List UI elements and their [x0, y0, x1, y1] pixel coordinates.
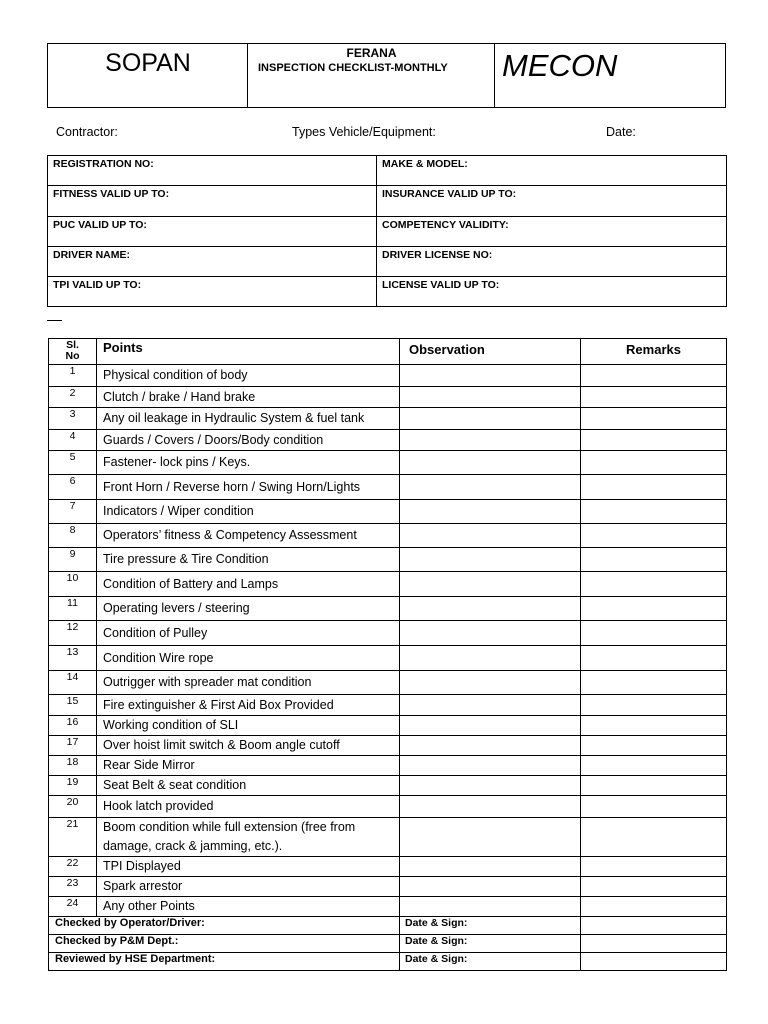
remarks-cell[interactable] — [581, 621, 727, 646]
observation-cell[interactable] — [400, 475, 581, 500]
observation-cell[interactable] — [400, 430, 581, 451]
inspection-point: Operators’ fitness & Competency Assessment — [97, 524, 400, 548]
vehicle-type-label: Types Vehicle/Equipment: — [292, 125, 436, 139]
item-number: 23 — [49, 877, 97, 897]
inspection-point: Guards / Covers / Doors/Body condition — [97, 430, 400, 451]
hse-review-label: Reviewed by HSE Department: — [49, 953, 400, 971]
operator-remarks-cell[interactable] — [581, 917, 727, 935]
remarks-cell[interactable] — [581, 408, 727, 430]
inspection-point: Front Horn / Reverse horn / Swing Horn/Lights — [97, 475, 400, 500]
checklist-row — [49, 716, 727, 736]
remarks-cell[interactable] — [581, 572, 727, 597]
inspection-point: Condition of Pulley — [97, 621, 400, 646]
header-title-cell — [248, 44, 495, 107]
operator-date-sign-field[interactable]: Date & Sign: — [400, 917, 581, 935]
info-row — [48, 156, 727, 186]
make-model-field[interactable]: MAKE & MODEL: — [377, 156, 727, 186]
remarks-cell[interactable] — [581, 597, 727, 621]
remarks-cell[interactable] — [581, 796, 727, 818]
pm-remarks-cell[interactable] — [581, 935, 727, 953]
observation-cell[interactable] — [400, 548, 581, 572]
item-number: 18 — [49, 756, 97, 776]
remarks-cell[interactable] — [581, 756, 727, 776]
fitness-valid-field[interactable]: FITNESS VALID UP TO: — [48, 186, 377, 216]
checklist-row — [49, 572, 727, 597]
item-number: 7 — [49, 500, 97, 524]
observation-cell[interactable] — [400, 897, 581, 917]
company-name: FERANA — [346, 46, 397, 60]
checklist-row — [49, 736, 727, 756]
observation-cell[interactable] — [400, 857, 581, 877]
remarks-cell[interactable] — [581, 548, 727, 572]
observation-cell[interactable] — [400, 365, 581, 387]
checklist-row — [49, 408, 727, 430]
checklist-row — [49, 857, 727, 877]
inspection-point: Tire pressure & Tire Condition — [97, 548, 400, 572]
observation-cell[interactable] — [400, 500, 581, 524]
observation-cell[interactable] — [400, 716, 581, 736]
item-number: 11 — [49, 597, 97, 621]
date-label: Date: — [606, 125, 636, 139]
vehicle-info-table — [47, 155, 727, 307]
pm-date-sign-field[interactable]: Date & Sign: — [400, 935, 581, 953]
remarks-cell[interactable] — [581, 451, 727, 475]
sopan-logo-text: SOPAN — [105, 49, 191, 77]
insurance-valid-field[interactable]: INSURANCE VALID UP TO: — [377, 186, 727, 216]
driver-name-field[interactable]: DRIVER NAME: — [48, 246, 377, 276]
checklist-row — [49, 646, 727, 671]
item-number: 22 — [49, 857, 97, 877]
hse-date-sign-field[interactable]: Date & Sign: — [400, 953, 581, 971]
observation-cell[interactable] — [400, 776, 581, 796]
registration-no-field[interactable]: REGISTRATION NO: — [48, 156, 377, 186]
item-number: 12 — [49, 621, 97, 646]
inspection-point: Over hoist limit switch & Boom angle cutoff — [97, 736, 400, 756]
form-title: INSPECTION CHECKLIST-MONTHLY — [258, 62, 448, 74]
observation-cell[interactable] — [400, 736, 581, 756]
inspection-point: Condition Wire rope — [97, 646, 400, 671]
info-row — [48, 186, 727, 216]
sl-no-header — [49, 339, 97, 365]
observation-cell[interactable] — [400, 572, 581, 597]
item-number: 21 — [49, 818, 97, 857]
pm-check-label: Checked by P&M Dept.: — [49, 935, 400, 953]
remarks-cell[interactable] — [581, 387, 727, 408]
contractor-label: Contractor: — [56, 125, 118, 139]
inspection-point: Spark arrestor — [97, 877, 400, 897]
inspection-point: Any other Points — [97, 897, 400, 917]
checklist-row — [49, 475, 727, 500]
checklist-row — [49, 451, 727, 475]
inspection-point: Hook latch provided — [97, 796, 400, 818]
observation-cell[interactable] — [400, 646, 581, 671]
sl-no-header-line1: Sl. — [66, 339, 79, 351]
inspection-point: Any oil leakage in Hydraulic System & fuel tank — [97, 408, 400, 430]
checklist-row — [49, 430, 727, 451]
remarks-cell[interactable] — [581, 897, 727, 917]
hse-remarks-cell[interactable] — [581, 953, 727, 971]
inspection-point: Operating levers / steering — [97, 597, 400, 621]
checklist-row — [49, 671, 727, 695]
checklist-header-row — [49, 339, 727, 365]
observation-cell[interactable] — [400, 451, 581, 475]
checklist-row — [49, 877, 727, 897]
inspection-point: Condition of Battery and Lamps — [97, 572, 400, 597]
remarks-cell[interactable] — [581, 695, 727, 716]
remarks-cell[interactable] — [581, 857, 727, 877]
observation-cell[interactable] — [400, 597, 581, 621]
item-number: 17 — [49, 736, 97, 756]
remarks-cell[interactable] — [581, 524, 727, 548]
checklist-row — [49, 796, 727, 818]
checklist-row — [49, 756, 727, 776]
info-row — [48, 216, 727, 246]
checklist-row — [49, 597, 727, 621]
driver-license-no-field[interactable]: DRIVER LICENSE NO: — [377, 246, 727, 276]
inspection-point: Rear Side Mirror — [97, 756, 400, 776]
observation-header: Observation — [400, 339, 581, 365]
checklist-row — [49, 524, 727, 548]
checklist-row — [49, 897, 727, 917]
item-number: 13 — [49, 646, 97, 671]
item-number: 14 — [49, 671, 97, 695]
checklist-row — [49, 695, 727, 716]
observation-cell[interactable] — [400, 877, 581, 897]
form-header — [47, 43, 726, 108]
checklist-row — [49, 500, 727, 524]
observation-cell[interactable] — [400, 796, 581, 818]
remarks-cell[interactable] — [581, 430, 727, 451]
observation-cell[interactable] — [400, 524, 581, 548]
header-left-cell — [48, 44, 248, 107]
remarks-cell[interactable] — [581, 475, 727, 500]
info-row — [48, 277, 727, 307]
sl-no-header-line2: No — [65, 350, 80, 362]
item-number: 9 — [49, 548, 97, 572]
checklist-body — [49, 365, 727, 917]
item-number: 24 — [49, 897, 97, 917]
inspection-checklist-table — [48, 338, 727, 971]
mecon-logo-text: MECON — [502, 48, 618, 83]
item-number: 10 — [49, 572, 97, 597]
observation-cell[interactable] — [400, 671, 581, 695]
inspection-point: Fire extinguisher & First Aid Box Provided — [97, 695, 400, 716]
observation-cell[interactable] — [400, 756, 581, 776]
checklist-row — [49, 387, 727, 408]
observation-cell[interactable] — [400, 695, 581, 716]
divider-dash — [47, 320, 62, 321]
pm-check-row — [49, 935, 727, 953]
checklist-row — [49, 548, 727, 572]
points-header: Points — [97, 339, 400, 365]
item-number: 20 — [49, 796, 97, 818]
inspection-point: Seat Belt & seat condition — [97, 776, 400, 796]
tpi-valid-field[interactable]: TPI VALID UP TO: — [48, 277, 377, 307]
hse-review-row — [49, 953, 727, 971]
observation-cell[interactable] — [400, 621, 581, 646]
observation-cell[interactable] — [400, 387, 581, 408]
item-number: 6 — [49, 475, 97, 500]
info-row — [48, 246, 727, 276]
checklist-footer — [49, 917, 727, 971]
remarks-cell[interactable] — [581, 365, 727, 387]
item-number: 16 — [49, 716, 97, 736]
checklist-row — [49, 365, 727, 387]
item-number: 15 — [49, 695, 97, 716]
inspection-point: Fastener- lock pins / Keys. — [97, 451, 400, 475]
item-number: 19 — [49, 776, 97, 796]
item-number: 4 — [49, 430, 97, 451]
remarks-cell[interactable] — [581, 671, 727, 695]
remarks-cell[interactable] — [581, 736, 727, 756]
remarks-cell[interactable] — [581, 776, 727, 796]
checklist-row — [49, 621, 727, 646]
checklist-row — [49, 818, 727, 857]
remarks-header: Remarks — [581, 339, 727, 365]
observation-cell[interactable] — [400, 818, 581, 857]
inspection-point: Outrigger with spreader mat condition — [97, 671, 400, 695]
item-number: 8 — [49, 524, 97, 548]
header-right-cell — [495, 44, 725, 107]
remarks-cell[interactable] — [581, 716, 727, 736]
item-number: 1 — [49, 365, 97, 387]
checklist-row — [49, 776, 727, 796]
inspection-point: Clutch / brake / Hand brake — [97, 387, 400, 408]
competency-validity-field[interactable]: COMPETENCY VALIDITY: — [377, 216, 727, 246]
operator-check-label: Checked by Operator/Driver: — [49, 917, 400, 935]
remarks-cell[interactable] — [581, 646, 727, 671]
remarks-cell[interactable] — [581, 877, 727, 897]
inspection-point: TPI Displayed — [97, 857, 400, 877]
item-number: 2 — [49, 387, 97, 408]
license-valid-field[interactable]: LICENSE VALID UP TO: — [377, 277, 727, 307]
inspection-point: Boom condition while full extension (free from damage, crack & jamming, etc.). — [97, 818, 400, 857]
inspection-point: Working condition of SLI — [97, 716, 400, 736]
inspection-point: Indicators / Wiper condition — [97, 500, 400, 524]
inspection-point: Physical condition of body — [97, 365, 400, 387]
remarks-cell[interactable] — [581, 818, 727, 857]
item-number: 3 — [49, 408, 97, 430]
remarks-cell[interactable] — [581, 500, 727, 524]
observation-cell[interactable] — [400, 408, 581, 430]
puc-valid-field[interactable]: PUC VALID UP TO: — [48, 216, 377, 246]
item-number: 5 — [49, 451, 97, 475]
operator-check-row — [49, 917, 727, 935]
